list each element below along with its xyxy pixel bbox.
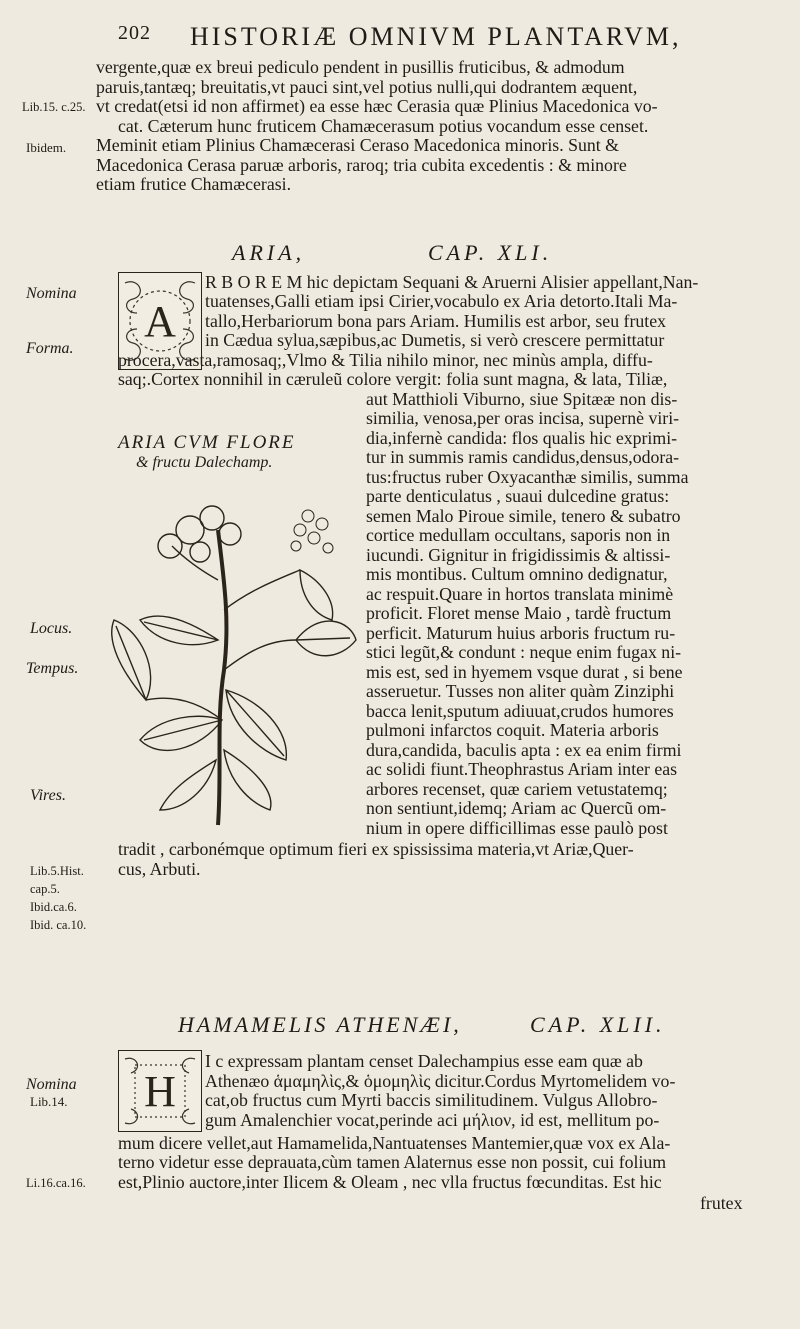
text-line: paruis,tantæq; breuitatis,vt pauci sint,vel potius nulli,qui dodrantem æquent, [96,77,638,97]
text-line: gum Amalenchier vocat,perinde aci μήλιον, id est, mellitum po- [205,1110,660,1130]
text-line: ac respuit.Quare in hortos translata minimè [366,584,674,604]
sidenote-ref: Ibid. ca.10. [30,918,87,932]
aria-tree-woodcut-icon [100,490,360,830]
sidenote-ref: Lib.14. [30,1094,68,1109]
text-line: terno videtur esse deprauata,cùm tamen Alaternus esse non possit, cui folium [118,1152,667,1172]
text-line: vt credat(etsi id non affirmet) ea esse hæc Cerasia quæ Plinius Macedonica vo- [96,96,658,116]
text-line: arbores recenset, quæ cariem vetustatemq; [366,779,668,799]
text-line: non sentiunt,idemq; Ariam ac Quercũ om- [366,798,667,818]
text-line: nium in opere difficillimas esse paulò post [366,818,668,838]
figure-caption-sub: & fructu Dalechamp. [136,454,273,471]
text-line: mis montibus. Cultum omnino dedignatur, [366,564,668,584]
chapter-heading-number: CAP. XLI. [428,240,553,265]
catchword: frutex [700,1193,743,1213]
text-line: Macedonica Cerasa paruæ arboris, raroq; tria cubita excedentis : & minore [96,155,627,175]
ornamental-initial [118,1050,202,1132]
text-line: est,Plinio auctore,inter Ilicem & Oleam , nec vlla fructus fœcunditas. Est hic [118,1172,662,1192]
text-line: asseruetur. Tusses non aliter quàm Zinziphi [366,681,675,701]
text-line: Athenæo ἁμαμηλὶς,& ὁμομηλὶς dicitur.Cordus Myrtomelidem vo- [205,1071,676,1091]
text-line: tallo,Herbariorum bona pars Ariam. Humilis est arbor, seu frutex [205,311,666,331]
text-line: semen Malo Piroue simile, tenero & subatro [366,506,681,526]
sidenote-nomina: Nomina [26,1076,77,1093]
text-line: I c expressam plantam censet Dalechampius esse eam quæ ab [205,1051,643,1071]
sidenote: Lib.15. c.25. [22,100,86,114]
text-line: Meminit etiam Plinius Chamæcerasi Ceraso Macedonica minoris. Sunt & [96,135,619,155]
text-line: ac solidi fiunt.Theophrastus Ariam inter eas [366,759,678,779]
text-line: stici legũt,& condunt : neque enim fugax ni- [366,642,682,662]
chapter-heading-name: ARIA, [232,240,306,265]
text-line: aut Matthioli Viburno, siue Spitææ non dis- [366,389,678,409]
drop-cap-letter-icon: A [144,296,176,346]
text-line: in Cædua sylua,sæpibus,ac Dumetis, si verò crescere permittatur [205,330,665,350]
sidenote-vires: Vires. [30,787,66,804]
text-line: dia,infernè candida: flos qualis hic exprimi- [366,428,678,448]
sidenote-ref: Li.16.ca.16. [26,1176,86,1190]
text-line: parte denticulatus , suaui dulcedine gratus: [366,486,670,506]
text-line: iucundi. Gignitur in frigidissimis & altissi- [366,545,671,565]
text-line: cus, Arbuti. [118,859,201,879]
sidenote-ref: Lib.5.Hist. [30,864,84,878]
sidenote-ref: Ibid.ca.6. [30,900,77,914]
text-line: etiam frutice Chamæcerasi. [96,174,292,194]
text-line: tur in summis ramis candidus,densus,odora- [366,447,680,467]
text-line: tus:fructus ruber Oxyacanthæ similis, summa [366,467,689,487]
figure-caption-title: ARIA CVM FLORE [118,432,296,453]
text-line: cat,ob fructus cum Myrti baccis similitudinem. Vulgus Allobro- [205,1090,658,1110]
drop-cap-letter-icon: H [144,1066,176,1116]
text-line: cortice medullam occultans, saporis non in [366,525,671,545]
page-number: 202 [118,22,151,44]
text-line: proficit. Floret mense Maio , tardè fructum [366,603,672,623]
sidenote-tempus: Tempus. [26,660,79,677]
text-line: mis est, sed in hyemem vsque durat , si bene [366,662,683,682]
text-line: pulmoni infarctos coquit. Materia arboris [366,720,659,740]
sidenote-ref: cap.5. [30,882,60,896]
text-line: tuatenses,Galli etiam ipsi Cirier,vocabulo ex Aria detorto.Itali Ma- [205,291,678,311]
text-line: perficit. Maturum huius arboris fructum ru- [366,623,676,643]
sidenote-locus: Locus. [30,620,73,637]
sidenote-nomina: Nomina [26,285,77,302]
text-line: tradit , carbonémque optimum fieri ex spississima materia,vt Ariæ,Quer- [118,839,634,859]
text-line: procera,vasta,ramosaq;,Vlmo & Tilia nihilo minor, nec minùs ampla, diffu- [118,350,653,370]
chapter-heading-name: HAMAMELIS ATHENÆI, [178,1012,462,1037]
sidenote-forma: Forma. [26,340,74,357]
text-line: bacca lenit,sputum adiuuat,crudos humores [366,701,674,721]
text-line: vergente,quæ ex breui pediculo pendent in pusillis fruticibus, & admodum [96,57,625,77]
sidenote: Ibidem. [26,140,67,155]
text-line: dura,candida, baculis apta : ex ea enim firmi [366,740,682,760]
text-line: cat. Cæterum hunc fruticem Chamæcerasum potius vocandum esse censet. [118,116,649,136]
running-title: HISTORIÆ OMNIVM PLANTARVM, [190,22,682,51]
text-line: mum dicere vellet,aut Hamamelida,Nantuatenses Mantemier,quæ vox ex Ala- [118,1133,671,1153]
text-line: similia, venosa,per oras incisa, supernè viri- [366,408,680,428]
text-line: saq;.Cortex nonnihil in cæruleũ colore vergit: folia sunt magna, & lata, Tiliæ, [118,369,668,389]
chapter-heading-number: CAP. XLII. [530,1012,666,1037]
text-line: R B O R E M hic depictam Sequani & Aruerni Alisier appellant,Nan- [205,272,699,292]
